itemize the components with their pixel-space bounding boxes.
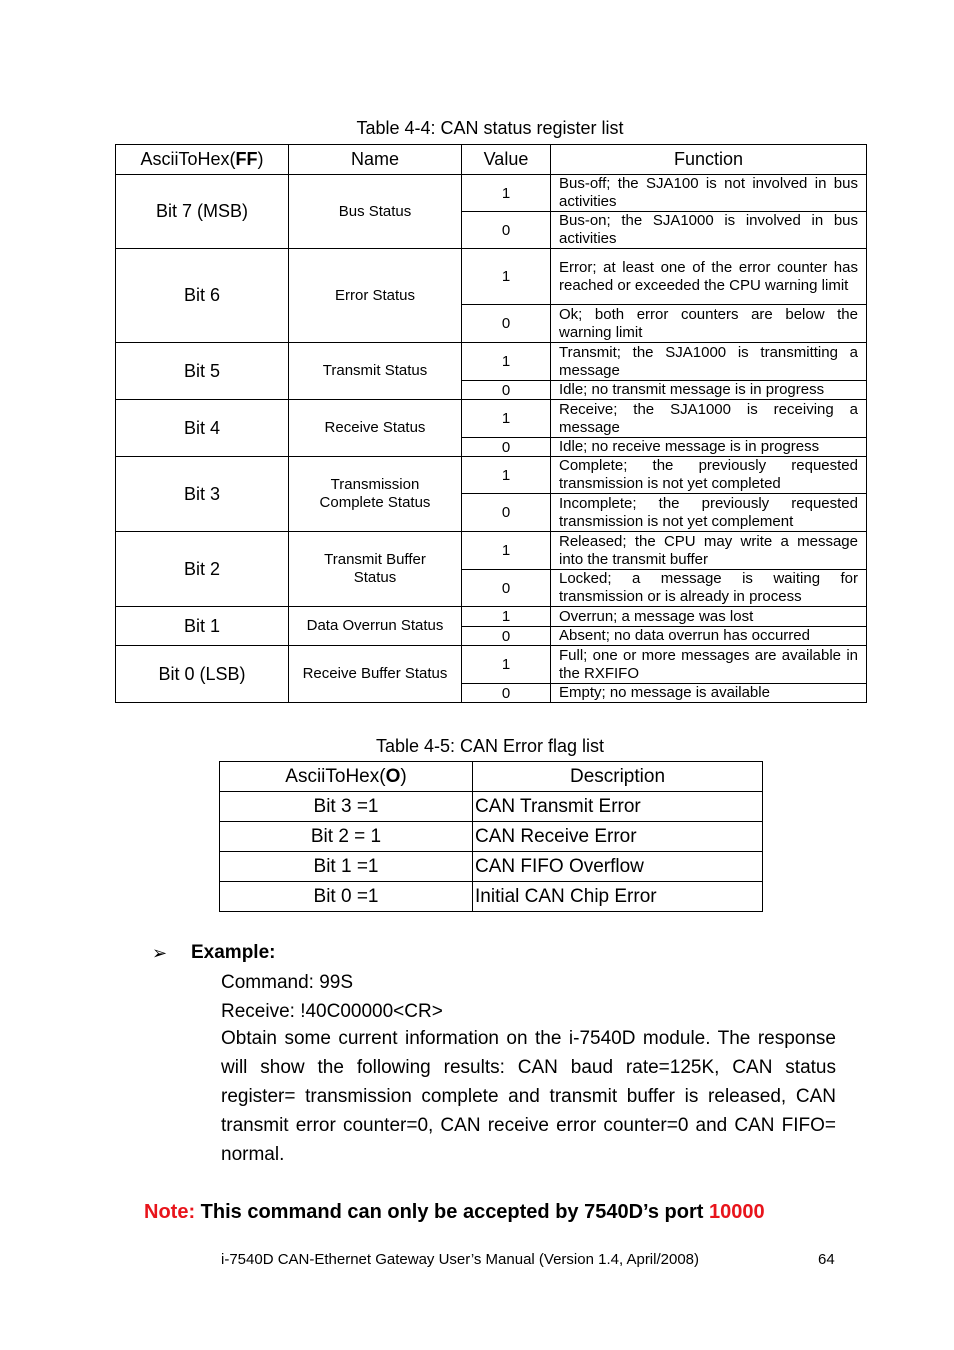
can-error-flag-table	[219, 761, 763, 912]
bit-cell: Bit 3 =1	[220, 792, 473, 822]
bit-cell: Bit 4	[116, 400, 289, 457]
function-cell: Absent; no data overrun has occurred	[551, 627, 867, 646]
header-value: Value	[462, 145, 551, 175]
note-line	[144, 1201, 765, 1224]
table-row	[116, 646, 867, 684]
value-cell: 0	[462, 627, 551, 646]
table-4-5-caption: Table 4-5: CAN Error flag list	[375, 736, 605, 756]
value-cell: 0	[462, 212, 551, 249]
example-heading: Example:	[191, 942, 276, 963]
table-header-row	[116, 145, 867, 175]
function-cell: Error; at least one of the error counter has reached or exceeded the CPU warning limit	[551, 249, 867, 305]
bit-cell: Bit 3	[116, 457, 289, 532]
function-cell: Bus-on; the SJA1000 is involved in bus activities	[551, 212, 867, 249]
function-cell: Released; the CPU may write a message into the transmit buffer	[551, 532, 867, 570]
function-cell: Complete; the previously requested transmission is not yet completed	[551, 457, 867, 494]
value-cell: 0	[462, 494, 551, 532]
note-label: Note:	[144, 1201, 196, 1223]
bit-cell: Bit 0 =1	[220, 882, 473, 912]
name-cell: Receive Buffer Status	[289, 646, 462, 703]
name-cell: Receive Status	[289, 400, 462, 457]
value-cell: 1	[462, 175, 551, 212]
value-cell: 0	[462, 305, 551, 343]
value-cell: 0	[462, 684, 551, 703]
header-asciitohex: AsciiToHex(FF)	[116, 145, 289, 175]
name-cell: Transmission Complete Status	[289, 457, 462, 532]
function-cell: Incomplete; the previously requested transmission is not yet complement	[551, 494, 867, 532]
table-row	[116, 175, 867, 212]
example-command: Command: 99S	[221, 972, 354, 993]
value-cell: 1	[462, 343, 551, 381]
function-cell: Full; one or more messages are available in the RXFIFO	[551, 646, 867, 684]
header-asciitohex: AsciiToHex(O)	[220, 762, 473, 792]
bit-cell: Bit 2 = 1	[220, 822, 473, 852]
function-cell: Transmit; the SJA1000 is transmitting a message	[551, 343, 867, 381]
arrow-bullet-icon: ➢	[152, 943, 168, 963]
description-cell: Initial CAN Chip Error	[473, 882, 763, 912]
bit-cell: Bit 6	[116, 249, 289, 343]
function-cell: Empty; no message is available	[551, 684, 867, 703]
description-cell: CAN FIFO Overflow	[473, 852, 763, 882]
function-cell: Overrun; a message was lost	[551, 607, 867, 627]
header-name: Name	[289, 145, 462, 175]
name-cell: Data Overrun Status	[289, 607, 462, 646]
value-cell: 0	[462, 438, 551, 457]
function-cell: Locked; a message is waiting for transmission or is already in process	[551, 570, 867, 607]
function-cell: Idle; no receive message is in progress	[551, 438, 867, 457]
can-status-register-table	[115, 144, 867, 703]
table-header-row	[220, 762, 763, 792]
header-function: Function	[551, 145, 867, 175]
table-row	[116, 607, 867, 627]
name-cell: Error Status	[289, 249, 462, 343]
bit-cell: Bit 1	[116, 607, 289, 646]
note-text: This command can only be accepted by 7540D’s port	[195, 1201, 709, 1223]
name-cell: Bus Status	[289, 175, 462, 249]
bit-cell: Bit 7 (MSB)	[116, 175, 289, 249]
bit-cell: Bit 0 (LSB)	[116, 646, 289, 703]
table-row	[220, 792, 763, 822]
example-description: Obtain some current information on the i-7540D module. The response will show the following results: CAN baud rate=125K, CAN status register= transmission complete and transmit buffer is released, CAN transmit error counter=0, CAN receive error counter=0 and CAN FIFO= normal.	[221, 1028, 836, 1165]
table-row	[220, 852, 763, 882]
value-cell: 1	[462, 457, 551, 494]
bit-cell: Bit 2	[116, 532, 289, 607]
function-cell: Ok; both error counters are below the warning limit	[551, 305, 867, 343]
bit-cell: Bit 5	[116, 343, 289, 400]
value-cell: 1	[462, 646, 551, 684]
table-row	[116, 457, 867, 494]
page-footer: i-7540D CAN-Ethernet Gateway User’s Manual (Version 1.4, April/2008)	[221, 1251, 700, 1268]
table-row	[116, 249, 867, 305]
value-cell: 0	[462, 570, 551, 607]
table-row	[116, 532, 867, 570]
value-cell: 1	[462, 400, 551, 438]
value-cell: 1	[462, 607, 551, 627]
name-cell: Transmit Buffer Status	[289, 532, 462, 607]
page-number: 64	[818, 1251, 835, 1268]
table-row	[220, 822, 763, 852]
table-4-4-caption: Table 4-4: CAN status register list	[356, 118, 624, 138]
value-cell: 0	[462, 381, 551, 400]
value-cell: 1	[462, 249, 551, 305]
example-receive: Receive: !40C00000<CR>	[221, 1001, 443, 1022]
function-cell: Idle; no transmit message is in progress	[551, 381, 867, 400]
description-cell: CAN Transmit Error	[473, 792, 763, 822]
table-row	[116, 400, 867, 438]
function-cell: Bus-off; the SJA100 is not involved in bus activities	[551, 175, 867, 212]
name-cell: Transmit Status	[289, 343, 462, 400]
note-port: 10000	[708, 1201, 765, 1223]
value-cell: 1	[462, 532, 551, 570]
header-description: Description	[473, 762, 763, 792]
function-cell: Receive; the SJA1000 is receiving a message	[551, 400, 867, 438]
table-row	[116, 343, 867, 381]
bit-cell: Bit 1 =1	[220, 852, 473, 882]
table-row	[220, 882, 763, 912]
description-cell: CAN Receive Error	[473, 822, 763, 852]
